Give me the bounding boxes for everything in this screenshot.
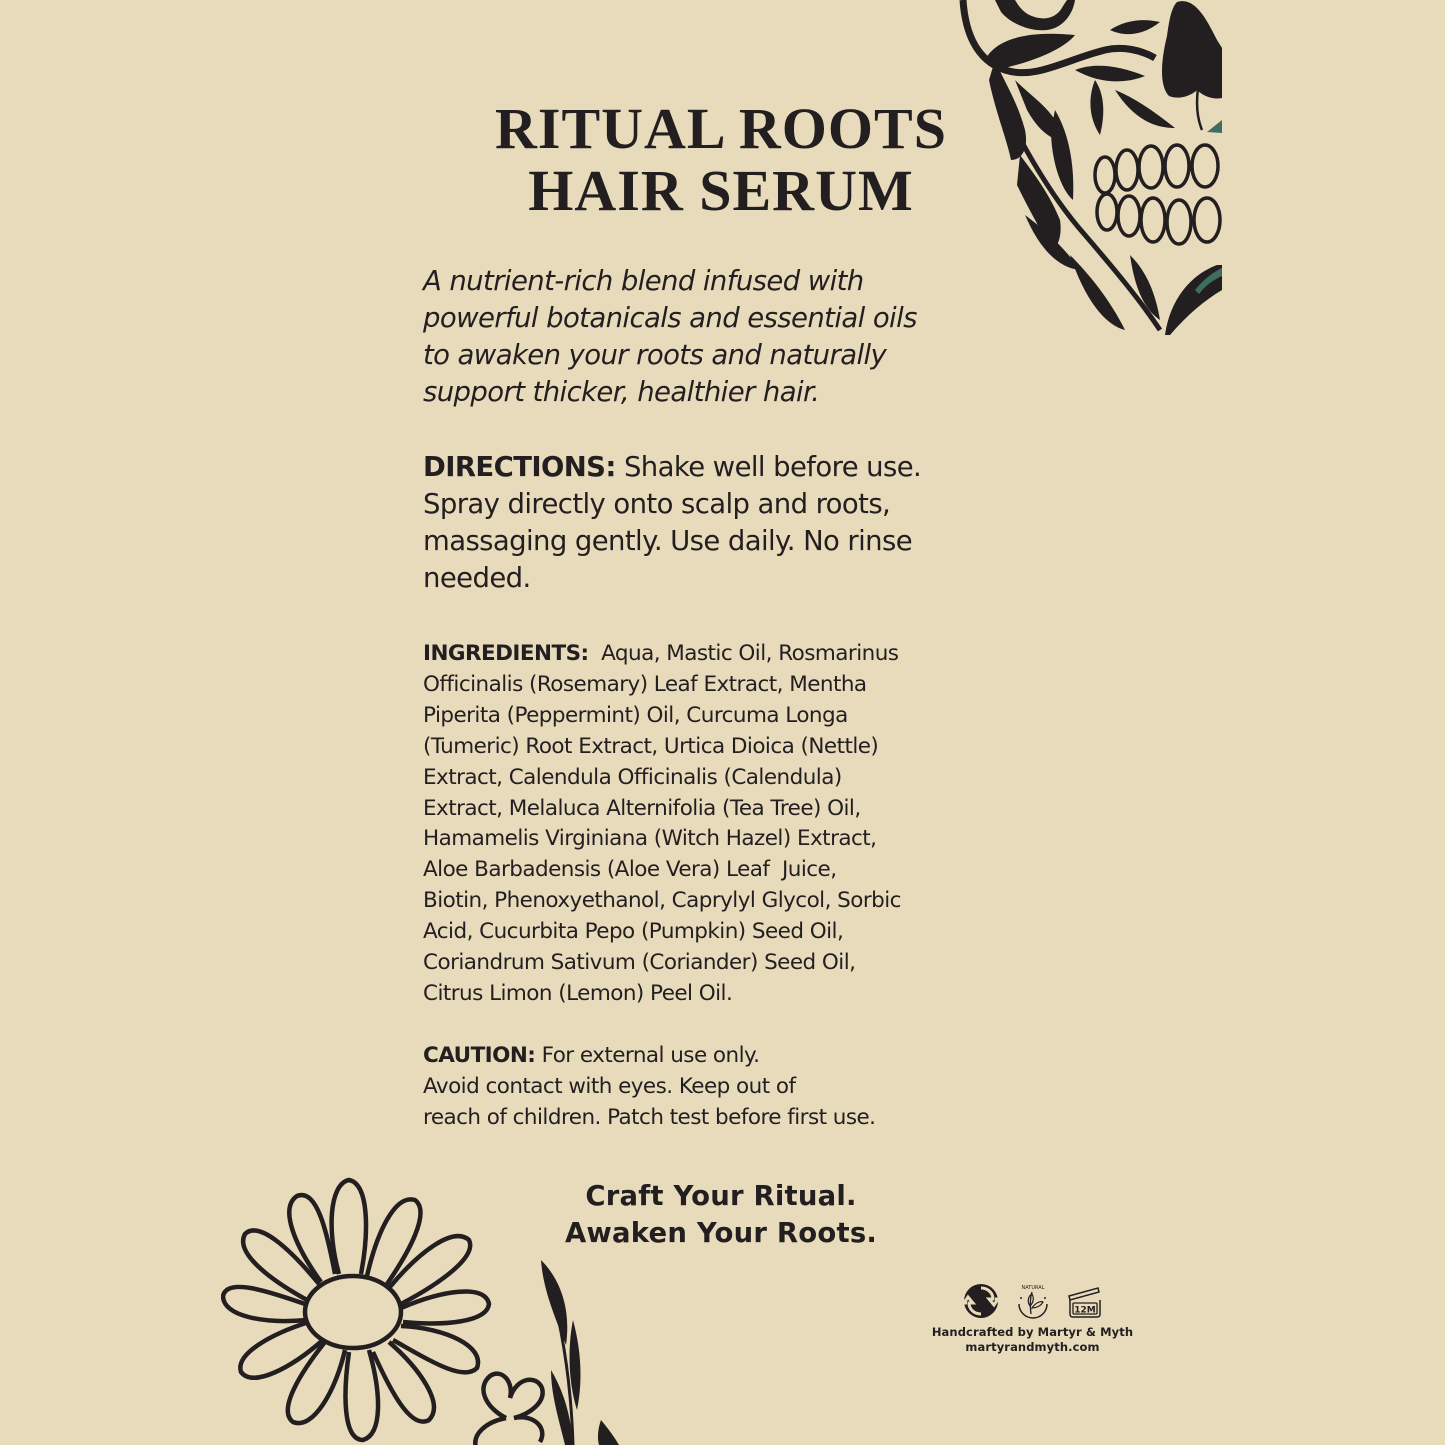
ingredients-line: Piperita (Peppermint) Oil, Curcuma Longa	[423, 702, 848, 728]
caution-label: CAUTION:	[423, 1043, 536, 1068]
ingredients-line: Hamamelis Virginiana (Witch Hazel) Extract,	[423, 826, 877, 852]
ingredients-line: Citrus Limon (Lemon) Peel Oil.	[423, 980, 733, 1006]
daisy-art-icon	[221, 1170, 621, 1445]
ingredients-line: Aloe Barbadensis (Aloe Vera) Leaf Juice,	[423, 857, 837, 883]
slogan-line-2: Awaken Your Roots.	[564, 1217, 878, 1249]
maker-footer	[900, 1325, 1165, 1355]
directions-text: Shake well before use.	[615, 451, 922, 483]
directions-line: Spray directly onto scalp and roots,	[423, 488, 891, 520]
directions-line: massaging gently. Use daily. No rinse	[423, 525, 913, 557]
svg-text:12M: 12M	[1074, 1305, 1096, 1316]
certification-badges	[958, 1280, 1108, 1322]
ingredients-line: Acid, Cucurbita Pepo (Pumpkin) Seed Oil,	[423, 919, 844, 945]
ingredients-line: Biotin, Phenoxyethanol, Caprylyl Glycol, Sorbic	[423, 888, 901, 914]
title-line-2: HAIR SERUM	[528, 158, 914, 223]
description-line: A nutrient-rich blend infused with	[423, 265, 864, 297]
ingredients-line: Coriandrum Sativum (Coriander) Seed Oil,	[423, 950, 856, 976]
website-link[interactable]: martyrandmyth.com	[965, 1340, 1100, 1354]
directions-label: DIRECTIONS:	[423, 451, 616, 483]
caution-first-line	[423, 1041, 1043, 1072]
caution-section	[423, 1041, 1043, 1134]
ingredients-section	[423, 639, 1043, 1010]
slogan-line-1: Craft Your Ritual.	[585, 1180, 857, 1212]
maker-credit: Handcrafted by Martyr & Myth	[931, 1325, 1134, 1339]
title-line-1: RITUAL ROOTS	[495, 96, 947, 161]
directions-line: needed.	[423, 562, 531, 594]
ingredients-label: INGREDIENTS:	[423, 641, 589, 666]
directions-section	[423, 449, 1043, 597]
product-description	[423, 263, 1043, 411]
natural-leaf-icon	[1014, 1282, 1052, 1320]
description-line: support thicker, healthier hair.	[423, 376, 820, 408]
directions-first-line	[423, 449, 1043, 486]
ingredients-line: Extract, Calendula Officinalis (Calendula)	[423, 764, 842, 790]
ingredients-first-line	[423, 639, 1043, 670]
caution-line: reach of children. Patch test before first use.	[423, 1104, 876, 1130]
svg-text:NATURAL: NATURAL	[1021, 1285, 1045, 1291]
caution-line: Avoid contact with eyes. Keep out of	[423, 1073, 796, 1099]
ingredients-line: Extract, Melaluca Alternifolia (Tea Tree) Oil,	[423, 795, 861, 821]
ingredients-line: Officinalis (Rosemary) Leaf Extract, Mentha	[423, 671, 867, 697]
description-line: to awaken your roots and naturally	[423, 339, 887, 371]
description-line: powerful botanicals and essential oils	[423, 302, 917, 334]
product-title	[420, 98, 1022, 222]
daisy-illustration	[221, 1170, 621, 1445]
caution-text: For external use only.	[535, 1043, 760, 1068]
ingredients-line: (Tumeric) Root Extract, Urtica Dioica (Nettle)	[423, 733, 879, 759]
ingredients-text: Aqua, Mastic Oil, Rosmarinus	[588, 641, 899, 666]
period-after-opening-icon	[1066, 1282, 1104, 1320]
green-dot-recycling-icon	[962, 1282, 1000, 1320]
